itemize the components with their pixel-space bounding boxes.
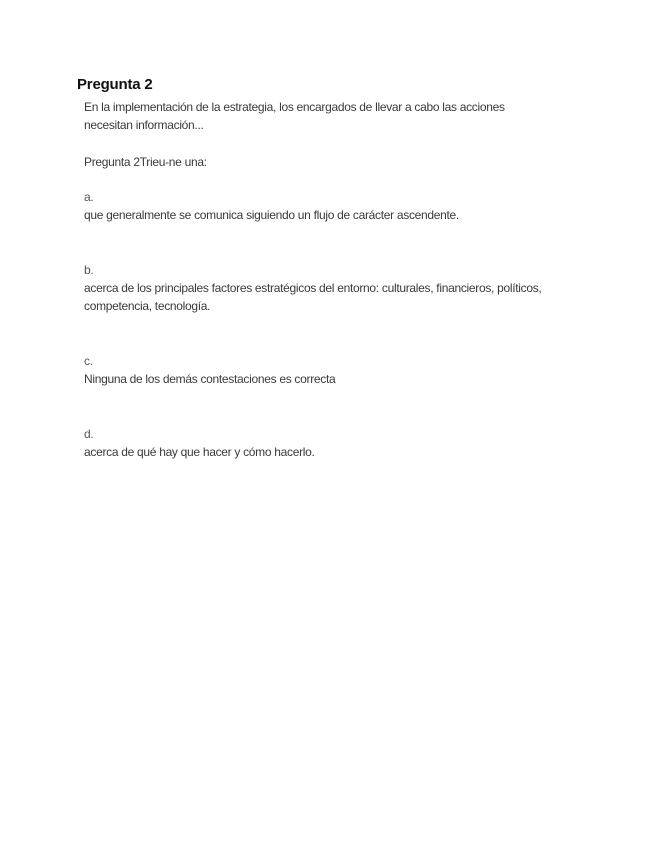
option-text: Ninguna de los demás contestaciones es correcta <box>84 372 336 386</box>
option-text: acerca de qué hay que hacer y cómo hacerlo. <box>84 445 315 459</box>
option-letter: c. <box>84 354 93 368</box>
option-text: que generalmente se comunica siguiendo un flujo de carácter ascendente. <box>84 208 459 222</box>
question-instruction: Pregunta 2Trieu-ne una: <box>84 155 207 169</box>
question-title: Pregunta 2 <box>77 76 153 93</box>
answer-option-c[interactable] <box>84 352 554 388</box>
option-letter: d. <box>84 427 94 441</box>
option-letter: b. <box>84 263 94 277</box>
answer-option-b[interactable] <box>84 261 554 315</box>
answer-option-d[interactable] <box>84 425 554 461</box>
option-letter: a. <box>84 190 94 204</box>
option-text: acerca de los principales factores estratégicos del entorno: culturales, financieros, políticos, competencia, tecnología. <box>84 281 542 313</box>
question-text: En la implementación de la estrategia, los encargados de llevar a cabo las acciones necesitan información... <box>84 100 505 132</box>
answer-option-a[interactable] <box>84 188 554 224</box>
